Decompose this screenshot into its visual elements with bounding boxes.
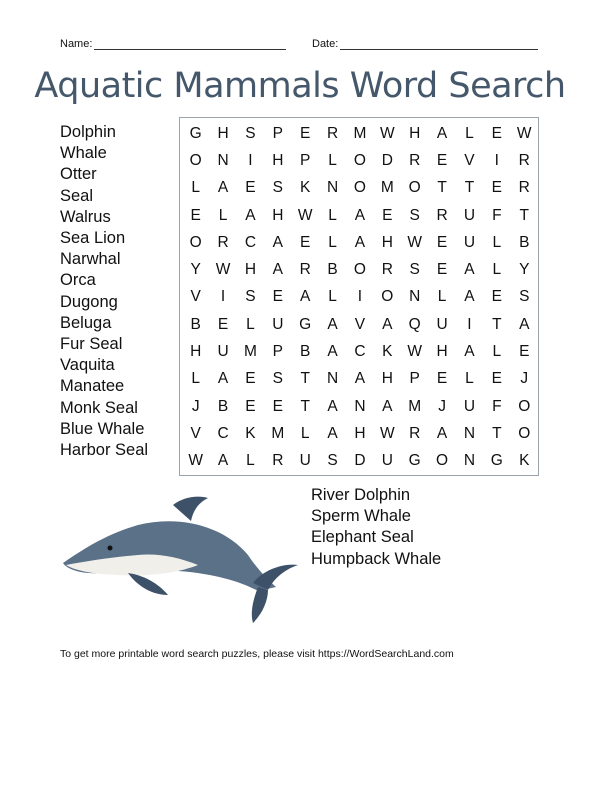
grid-cell: J <box>191 397 200 415</box>
grid-cell: E <box>300 124 311 142</box>
grid-cell: I <box>467 315 472 333</box>
grid-cell: N <box>326 370 339 388</box>
grid-row <box>182 175 538 202</box>
grid-cell: E <box>491 288 502 306</box>
grid-cell: O <box>353 151 366 169</box>
grid-cell: R <box>381 261 393 279</box>
grid-cell: E <box>217 315 229 333</box>
grid-cell: V <box>190 424 201 442</box>
grid-cell: O <box>189 151 202 169</box>
grid-cell: N <box>409 288 421 306</box>
grid-cell: W <box>516 124 532 142</box>
grid-row <box>182 338 538 365</box>
grid-cell: M <box>271 424 285 442</box>
grid-row <box>182 202 538 229</box>
grid-cell: E <box>436 370 448 388</box>
grid-cell: T <box>300 370 310 388</box>
grid-cell: M <box>408 397 422 415</box>
grid-cell: C <box>217 424 229 442</box>
grid-cell: S <box>327 452 338 470</box>
grid-cell: E <box>491 124 502 142</box>
grid-cell: K <box>519 452 530 470</box>
grid-cell: R <box>518 151 530 169</box>
letter-grid-table <box>182 120 538 475</box>
grid-cell: L <box>246 452 255 470</box>
grid-cell: U <box>436 315 448 333</box>
grid-cell: L <box>328 288 337 306</box>
grid-cell: P <box>300 151 311 169</box>
word-item: River Dolphin <box>311 486 411 504</box>
grid-cell: L <box>191 370 200 388</box>
grid-cell: E <box>272 288 283 306</box>
grid-cell: O <box>408 179 421 197</box>
grid-cell: L <box>328 233 337 251</box>
word-item: Blue Whale <box>60 419 145 438</box>
grid-cell: F <box>492 397 502 415</box>
grid-cell: Q <box>408 315 421 333</box>
name-line <box>94 39 286 50</box>
grid-cell: B <box>190 315 201 333</box>
grid-cell: L <box>465 370 474 388</box>
grid-cell: J <box>438 397 446 415</box>
word-item: Vaquita <box>60 356 115 375</box>
grid-cell: W <box>215 261 231 279</box>
word-list-right <box>311 485 441 570</box>
grid-cell: P <box>272 124 283 142</box>
grid-cell: H <box>381 370 393 388</box>
grid-cell: O <box>381 288 394 306</box>
grid-cell: R <box>409 151 421 169</box>
grid-cell: T <box>437 179 447 197</box>
grid-cell: H <box>272 151 284 169</box>
grid-cell: L <box>492 233 502 251</box>
grid-cell: B <box>300 343 311 361</box>
name-label: Name: <box>60 38 93 50</box>
word-item: Harbor Seal <box>60 441 149 460</box>
word-item: Elephant Seal <box>311 528 414 547</box>
grid-row <box>182 393 538 420</box>
grid-cell: E <box>491 179 502 197</box>
grid-cell: O <box>353 179 366 197</box>
grid-cell: I <box>494 151 499 169</box>
grid-cell: A <box>300 288 311 306</box>
grid-cell: I <box>220 288 226 306</box>
grid-cell: E <box>190 206 201 224</box>
grid-cell: N <box>354 397 366 415</box>
grid-cell: A <box>217 452 229 470</box>
grid-cell: A <box>245 206 256 224</box>
grid-cell: A <box>354 370 366 388</box>
grid-cell: M <box>243 343 257 361</box>
date-label: Date: <box>312 38 339 50</box>
grid-cell: A <box>382 397 393 415</box>
word-item: Dugong <box>60 292 118 311</box>
grid-cell: H <box>272 206 284 224</box>
grid-cell: S <box>519 288 530 306</box>
grid-row <box>182 147 538 174</box>
grid-cell: E <box>436 151 448 169</box>
grid-cell: E <box>382 206 393 224</box>
grid-cell: W <box>407 233 422 251</box>
word-item: Manatee <box>60 377 125 396</box>
grid-row <box>182 284 538 311</box>
grid-cell: Y <box>519 261 530 279</box>
grid-cell: R <box>299 261 311 279</box>
grid-cell: N <box>217 151 229 169</box>
grid-row <box>182 256 538 283</box>
word-item: Beluga <box>60 313 112 332</box>
name-field <box>60 38 286 50</box>
grid-cell: I <box>248 151 253 169</box>
grid-cell: L <box>437 288 447 306</box>
grid-cell: U <box>381 452 393 470</box>
grid-cell: W <box>379 424 395 442</box>
grid-cell: T <box>492 424 502 442</box>
grid-row <box>182 420 538 447</box>
grid-cell: L <box>328 151 337 169</box>
grid-cell: J <box>520 370 529 388</box>
grid-cell: R <box>217 233 229 251</box>
grid-cell: V <box>354 315 366 333</box>
grid-cell: S <box>245 288 256 306</box>
word-item: Fur Seal <box>60 335 123 354</box>
grid-cell: G <box>408 452 421 470</box>
grid-cell: S <box>245 124 256 142</box>
grid-row <box>182 229 538 256</box>
grid-cell: E <box>300 233 311 251</box>
grid-cell: K <box>382 343 393 361</box>
grid-cell: K <box>245 424 256 442</box>
grid-cell: F <box>492 206 502 224</box>
grid-cell: A <box>217 370 229 388</box>
grid-cell: D <box>354 452 366 470</box>
grid-cell: S <box>409 206 420 224</box>
word-item: Walrus <box>60 207 111 226</box>
grid-cell: G <box>189 124 202 142</box>
grid-cell: N <box>326 179 339 197</box>
grid-cell: B <box>327 261 338 279</box>
grid-cell: E <box>272 397 283 415</box>
word-item: Sperm Whale <box>311 507 411 526</box>
grid-cell: D <box>381 151 393 169</box>
footer-note: To get more printable word search puzzles, please visit https://WordSearchLand.com <box>60 648 454 660</box>
grid-row <box>182 366 538 393</box>
word-item: Sea Lion <box>60 229 126 248</box>
grid-cell: A <box>464 343 475 361</box>
grid-cell: U <box>463 397 476 415</box>
grid-cell: O <box>189 233 202 251</box>
grid-cell: L <box>191 179 200 197</box>
grid-cell: O <box>518 424 531 442</box>
grid-cell: H <box>190 343 202 361</box>
grid-cell: W <box>297 206 313 224</box>
grid-cell: A <box>519 315 530 333</box>
grid-cell: G <box>299 315 312 333</box>
grid-cell: A <box>464 261 475 279</box>
page-title: Aquatic Mammals Word Search <box>34 66 566 106</box>
grid-cell: A <box>436 424 448 442</box>
grid-cell: U <box>272 315 284 333</box>
grid-cell: R <box>436 206 448 224</box>
grid-cell: V <box>464 151 475 169</box>
grid-cell: E <box>245 370 256 388</box>
grid-cell: E <box>491 370 502 388</box>
word-item: Seal <box>60 186 94 205</box>
grid-cell: O <box>436 452 449 470</box>
grid-cell: B <box>519 233 530 251</box>
word-item: Narwhal <box>60 250 121 269</box>
grid-cell: U <box>217 343 229 361</box>
grid-cell: S <box>409 261 420 279</box>
grid-cell: O <box>353 261 366 279</box>
grid-cell: L <box>300 424 310 442</box>
grid-cell: G <box>490 452 503 470</box>
grid-cell: V <box>190 288 201 306</box>
grid-cell: N <box>463 452 476 470</box>
grid-cell: L <box>246 315 255 333</box>
grid-cell: A <box>327 343 338 361</box>
grid-cell: A <box>272 261 283 279</box>
grid-cell: R <box>326 124 339 142</box>
grid-cell: A <box>327 315 338 333</box>
grid-cell: R <box>272 452 284 470</box>
date-field <box>312 38 538 50</box>
grid-cell: M <box>353 124 367 142</box>
grid-cell: A <box>464 288 475 306</box>
word-item: Dolphin <box>60 123 116 141</box>
grid-cell: I <box>357 288 363 306</box>
grid-cell: Y <box>190 261 201 279</box>
grid-cell: R <box>518 179 530 197</box>
grid-cell: R <box>409 424 421 442</box>
grid-cell: B <box>217 397 229 415</box>
grid-cell: L <box>328 206 337 224</box>
grid-cell: P <box>409 370 420 388</box>
grid-cell: A <box>327 397 338 415</box>
grid-cell: U <box>463 206 476 224</box>
word-item: Otter <box>60 165 97 184</box>
grid-cell: K <box>300 179 311 197</box>
grid-cell: A <box>382 315 393 333</box>
grid-cell: L <box>492 343 502 361</box>
word-item: Whale <box>60 144 107 163</box>
grid-cell: W <box>407 343 422 361</box>
grid-cell: A <box>217 179 229 197</box>
grid-cell: T <box>519 206 529 224</box>
grid-cell: L <box>492 261 502 279</box>
word-list-left <box>60 122 148 461</box>
grid-cell: T <box>464 179 475 197</box>
grid-cell: M <box>380 179 394 197</box>
dolphin-illustration <box>58 495 303 625</box>
grid-row <box>182 311 538 338</box>
grid-cell: E <box>436 233 448 251</box>
grid-cell: P <box>272 343 283 361</box>
grid-cell: W <box>188 452 203 470</box>
grid-cell: S <box>272 370 283 388</box>
grid-cell: H <box>217 124 229 142</box>
grid-cell: A <box>272 233 283 251</box>
grid-cell: H <box>436 343 448 361</box>
grid-row <box>182 120 538 147</box>
grid-cell: E <box>436 261 448 279</box>
grid-cell: S <box>272 179 283 197</box>
grid-cell: A <box>354 206 366 224</box>
grid-cell: H <box>354 424 366 442</box>
grid-cell: E <box>245 397 256 415</box>
grid-cell: H <box>244 261 257 279</box>
grid-cell: A <box>436 124 448 142</box>
grid-cell: T <box>300 397 310 415</box>
word-item: Humpback Whale <box>311 549 442 568</box>
grid-cell: L <box>218 206 228 224</box>
grid-cell: N <box>463 424 476 442</box>
grid-cell: T <box>492 315 502 333</box>
letter-grid <box>179 117 539 476</box>
word-item: Orca <box>60 271 96 290</box>
grid-cell: C <box>354 343 366 361</box>
grid-cell: E <box>245 179 256 197</box>
grid-cell: O <box>518 397 531 415</box>
grid-row <box>182 448 538 475</box>
grid-cell: A <box>327 424 338 442</box>
word-item: Monk Seal <box>60 398 138 417</box>
grid-cell: H <box>381 233 393 251</box>
grid-cell: U <box>463 233 476 251</box>
grid-cell: C <box>244 233 257 251</box>
grid-cell: E <box>519 343 530 361</box>
grid-cell: U <box>299 452 311 470</box>
grid-cell: W <box>379 124 395 142</box>
date-line <box>340 39 538 50</box>
grid-cell: H <box>409 124 421 142</box>
grid-cell: L <box>465 124 474 142</box>
grid-cell: A <box>354 233 366 251</box>
